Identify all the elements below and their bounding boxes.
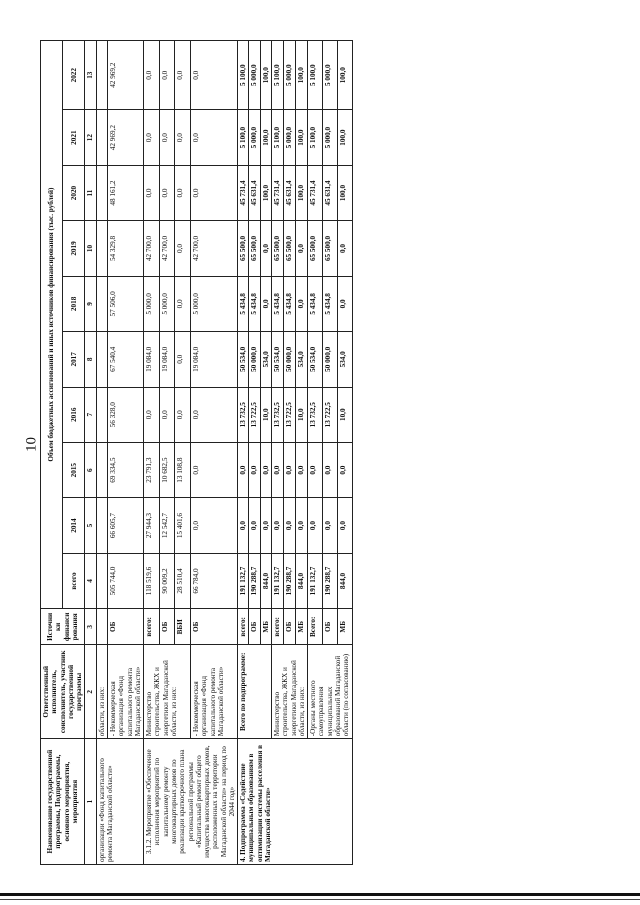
value-cell: 45 731,4: [272, 165, 284, 220]
executor-cell: Министерство строительства, ЖКХ и энергетики Магаданской области, из них:: [144, 645, 191, 739]
source-cell: ОБ: [284, 609, 296, 645]
value-cell: 65 500,0: [284, 221, 296, 276]
value-cell: 5 000,0: [284, 110, 296, 165]
program-name-cell: организации «Фонд капитального ремонта Магаданской области»: [96, 739, 143, 865]
source-cell: ОБ: [107, 609, 143, 645]
column-number: 3: [85, 609, 96, 645]
value-cell: 0,0: [284, 442, 296, 497]
value-cell: 191 132,7: [308, 553, 323, 608]
value-cell: 0,0: [337, 442, 352, 497]
rotated-table-wrapper: [40, 40, 620, 865]
value-cell: 65 500,0: [272, 221, 284, 276]
value-cell: 5 434,8: [238, 276, 249, 331]
value-cell: 0,0: [260, 276, 271, 331]
value-cell: 45 731,4: [308, 165, 323, 220]
value-cell: 0,0: [260, 221, 271, 276]
value-cell: 50 000,0: [249, 332, 260, 387]
value-cell: 42 700,0: [144, 221, 160, 276]
value-cell: 0,0: [175, 387, 191, 442]
value-cell: 13 722,5: [284, 387, 296, 442]
value-cell: [96, 165, 107, 220]
value-cell: 100,0: [260, 165, 271, 220]
source-cell: ОБ: [191, 609, 238, 645]
value-cell: [96, 110, 107, 165]
value-cell: 118 519,6: [144, 553, 160, 608]
bottom-rule-thin: [0, 899, 640, 900]
column-number: 11: [85, 165, 96, 220]
value-cell: 0,0: [238, 498, 249, 553]
value-cell: 0,0: [284, 498, 296, 553]
value-cell: 0,0: [175, 41, 191, 110]
source-cell: всего:: [144, 609, 160, 645]
value-cell: 5 100,0: [272, 110, 284, 165]
value-cell: [96, 553, 107, 608]
value-cell: 19 084,0: [144, 332, 160, 387]
value-cell: 42 969,2: [107, 41, 143, 110]
value-cell: 50 534,0: [272, 332, 284, 387]
value-cell: 0,0: [144, 110, 160, 165]
value-cell: 5 434,8: [272, 276, 284, 331]
value-cell: 10,0: [296, 387, 308, 442]
source-cell: Всего:: [308, 609, 323, 645]
value-cell: 27 944,3: [144, 498, 160, 553]
value-cell: [96, 41, 107, 110]
value-cell: 13 732,5: [308, 387, 323, 442]
value-cell: 0,0: [144, 387, 160, 442]
value-cell: 0,0: [337, 221, 352, 276]
header-executor: Ответственный исполнитель, соисполнитель, участник государственной программы: [41, 645, 85, 739]
value-cell: 5 100,0: [238, 41, 249, 110]
value-cell: 0,0: [260, 442, 271, 497]
value-cell: 69 334,5: [107, 442, 143, 497]
header-year: 2016: [63, 387, 85, 442]
value-cell: 57 506,0: [107, 276, 143, 331]
header-year: 2021: [63, 110, 85, 165]
value-cell: 100,0: [337, 41, 352, 110]
source-cell: МБ: [337, 609, 352, 645]
source-cell: ВБИ: [175, 609, 191, 645]
value-cell: 844,0: [260, 553, 271, 608]
executor-cell: - Некоммерческая организация «Фонд капитального ремонта Магаданской области»: [191, 645, 238, 739]
value-cell: 0,0: [249, 498, 260, 553]
value-cell: 0,0: [175, 110, 191, 165]
value-cell: 0,0: [308, 498, 323, 553]
bottom-rule: [0, 893, 640, 896]
column-number: 2: [85, 645, 96, 739]
header-year: 2017: [63, 332, 85, 387]
value-cell: 534,0: [296, 332, 308, 387]
value-cell: 13 722,5: [322, 387, 337, 442]
value-cell: 65 500,0: [238, 221, 249, 276]
table-row: [238, 41, 249, 865]
value-cell: 45 631,4: [284, 165, 296, 220]
page-number: 10: [23, 437, 40, 452]
source-cell: МБ: [260, 609, 271, 645]
value-cell: 5 000,0: [249, 110, 260, 165]
value-cell: 67 540,4: [107, 332, 143, 387]
value-cell: [96, 498, 107, 553]
value-cell: 42 700,0: [191, 221, 238, 276]
value-cell: 50 000,0: [284, 332, 296, 387]
column-number: 13: [85, 41, 96, 110]
table-row: [144, 41, 160, 865]
value-cell: 0,0: [296, 498, 308, 553]
value-cell: 12 542,7: [159, 498, 175, 553]
program-name-cell: 3.1.2. Мероприятие «Обеспечение исполнения мероприятий по капитальному ремонту многоквартирных домов по реализации краткосрочного плана региональной программы «Капитальный ремонт общего имущества многоквартирных домов, расположенных на территории Магаданской области» на период по 2044 год»: [144, 739, 238, 865]
source-cell: всего:: [272, 609, 284, 645]
value-cell: 65 500,0: [322, 221, 337, 276]
value-cell: 56 328,0: [107, 387, 143, 442]
executor-cell: - Некоммерческая организация «Фонд капитального ремонта Магаданской области»: [107, 645, 143, 739]
value-cell: 100,0: [337, 110, 352, 165]
value-cell: 65 500,0: [249, 221, 260, 276]
executor-cell: Всего по подпрограмме:: [238, 645, 272, 739]
source-cell: ОБ: [322, 609, 337, 645]
column-number: 12: [85, 110, 96, 165]
header-name: Наименование государственной программы, Подпрограммы, основного мероприятия, мероприятия: [41, 739, 85, 865]
value-cell: 0,0: [144, 165, 160, 220]
value-cell: 0,0: [337, 498, 352, 553]
value-cell: 0,0: [175, 221, 191, 276]
value-cell: 5 100,0: [308, 110, 323, 165]
value-cell: 50 534,0: [238, 332, 249, 387]
executor-cell: -Органы местного самоуправления муниципальных образований Магаданской области (по согласованию): [308, 645, 352, 739]
value-cell: 0,0: [159, 110, 175, 165]
value-cell: 100,0: [260, 41, 271, 110]
value-cell: 0,0: [175, 332, 191, 387]
value-cell: 42 700,0: [159, 221, 175, 276]
source-cell: ОБ: [159, 609, 175, 645]
value-cell: 5 100,0: [308, 41, 323, 110]
value-cell: [96, 221, 107, 276]
program-name-cell: 4. Подпрограмма «Содействие муниципальным образованиям в оптимизации системы расселения в Магаданской области»: [238, 739, 352, 865]
value-cell: 0,0: [238, 442, 249, 497]
value-cell: 0,0: [159, 387, 175, 442]
value-cell: 5 000,0: [159, 276, 175, 331]
value-cell: 10 682,5: [159, 442, 175, 497]
value-cell: 54 329,8: [107, 221, 143, 276]
column-number: 1: [85, 739, 96, 865]
value-cell: 5 000,0: [322, 41, 337, 110]
header-year: 2014: [63, 498, 85, 553]
column-number: 6: [85, 442, 96, 497]
value-cell: 100,0: [296, 110, 308, 165]
header-funding: Объем бюджетных ассигнований и иных источников финансирования (тыс. рублей): [41, 41, 63, 609]
value-cell: 5 434,8: [308, 276, 323, 331]
value-cell: 45 631,4: [322, 165, 337, 220]
value-cell: 23 791,3: [144, 442, 160, 497]
value-cell: 0,0: [191, 442, 238, 497]
value-cell: 0,0: [191, 110, 238, 165]
value-cell: 534,0: [260, 332, 271, 387]
value-cell: 5 434,8: [322, 276, 337, 331]
header-total: всего: [63, 553, 85, 608]
value-cell: 5 434,8: [249, 276, 260, 331]
value-cell: [96, 276, 107, 331]
value-cell: 13 722,5: [249, 387, 260, 442]
value-cell: 10,0: [337, 387, 352, 442]
source-cell: ОБ: [249, 609, 260, 645]
executor-cell: Министерство строительства, ЖКХ и энергетики Магаданской области, из них:: [272, 645, 308, 739]
value-cell: 0,0: [272, 442, 284, 497]
value-cell: 0,0: [308, 442, 323, 497]
value-cell: 844,0: [296, 553, 308, 608]
source-cell: МБ: [296, 609, 308, 645]
value-cell: 5 000,0: [322, 110, 337, 165]
column-number: 10: [85, 221, 96, 276]
value-cell: 190 288,7: [322, 553, 337, 608]
value-cell: 100,0: [296, 41, 308, 110]
value-cell: 45 631,4: [249, 165, 260, 220]
value-cell: 100,0: [296, 165, 308, 220]
value-cell: 5 100,0: [272, 41, 284, 110]
value-cell: 0,0: [191, 498, 238, 553]
value-cell: 0,0: [260, 498, 271, 553]
value-cell: 0,0: [191, 41, 238, 110]
value-cell: 0,0: [272, 498, 284, 553]
source-cell: всего:: [238, 609, 249, 645]
value-cell: 0,0: [144, 41, 160, 110]
column-number: 9: [85, 276, 96, 331]
value-cell: 65 500,0: [308, 221, 323, 276]
value-cell: 100,0: [260, 110, 271, 165]
column-number: 5: [85, 498, 96, 553]
value-cell: 190 288,7: [249, 553, 260, 608]
column-number: 4: [85, 553, 96, 608]
value-cell: 0,0: [337, 276, 352, 331]
value-cell: 66 784,0: [191, 553, 238, 608]
value-cell: 19 084,0: [159, 332, 175, 387]
value-cell: 5 000,0: [191, 276, 238, 331]
table-row: [96, 41, 107, 865]
value-cell: 0,0: [175, 165, 191, 220]
value-cell: 90 009,2: [159, 553, 175, 608]
value-cell: 66 605,7: [107, 498, 143, 553]
value-cell: 5 000,0: [144, 276, 160, 331]
header-year: 2019: [63, 221, 85, 276]
value-cell: 191 132,7: [272, 553, 284, 608]
value-cell: 5 000,0: [284, 41, 296, 110]
value-cell: 0,0: [159, 165, 175, 220]
value-cell: 15 401,6: [175, 498, 191, 553]
value-cell: 50 534,0: [308, 332, 323, 387]
value-cell: 0,0: [322, 442, 337, 497]
value-cell: 0,0: [296, 276, 308, 331]
value-cell: 19 084,0: [191, 332, 238, 387]
value-cell: 5 000,0: [249, 41, 260, 110]
value-cell: 0,0: [191, 387, 238, 442]
value-cell: 5 434,8: [284, 276, 296, 331]
value-cell: 50 000,0: [322, 332, 337, 387]
executor-cell: области, из них:: [96, 645, 107, 739]
value-cell: 844,0: [337, 553, 352, 608]
value-cell: [96, 332, 107, 387]
value-cell: [96, 442, 107, 497]
value-cell: [96, 387, 107, 442]
value-cell: 0,0: [296, 442, 308, 497]
value-cell: 5 100,0: [238, 110, 249, 165]
header-year: 2015: [63, 442, 85, 497]
value-cell: 13 108,8: [175, 442, 191, 497]
header-year: 2020: [63, 165, 85, 220]
header-year: 2018: [63, 276, 85, 331]
value-cell: 0,0: [159, 41, 175, 110]
value-cell: 190 288,7: [284, 553, 296, 608]
value-cell: 0,0: [296, 221, 308, 276]
source-cell: [96, 609, 107, 645]
value-cell: 0,0: [191, 165, 238, 220]
value-cell: 534,0: [337, 332, 352, 387]
value-cell: 48 161,2: [107, 165, 143, 220]
value-cell: 45 731,4: [238, 165, 249, 220]
table-body: [96, 41, 352, 865]
value-cell: 28 510,4: [175, 553, 191, 608]
column-number: 8: [85, 332, 96, 387]
funding-table: [40, 40, 353, 865]
header-source: Источники финансирования: [41, 609, 85, 645]
value-cell: 191 132,7: [238, 553, 249, 608]
value-cell: 13 732,5: [272, 387, 284, 442]
value-cell: 0,0: [249, 442, 260, 497]
column-number: 7: [85, 387, 96, 442]
value-cell: 0,0: [175, 276, 191, 331]
value-cell: 0,0: [322, 498, 337, 553]
value-cell: 10,0: [260, 387, 271, 442]
value-cell: 100,0: [337, 165, 352, 220]
header-year: 2022: [63, 41, 85, 110]
value-cell: 42 969,2: [107, 110, 143, 165]
value-cell: 13 732,5: [238, 387, 249, 442]
value-cell: 505 744,0: [107, 553, 143, 608]
column-numbers-row: [85, 41, 96, 865]
